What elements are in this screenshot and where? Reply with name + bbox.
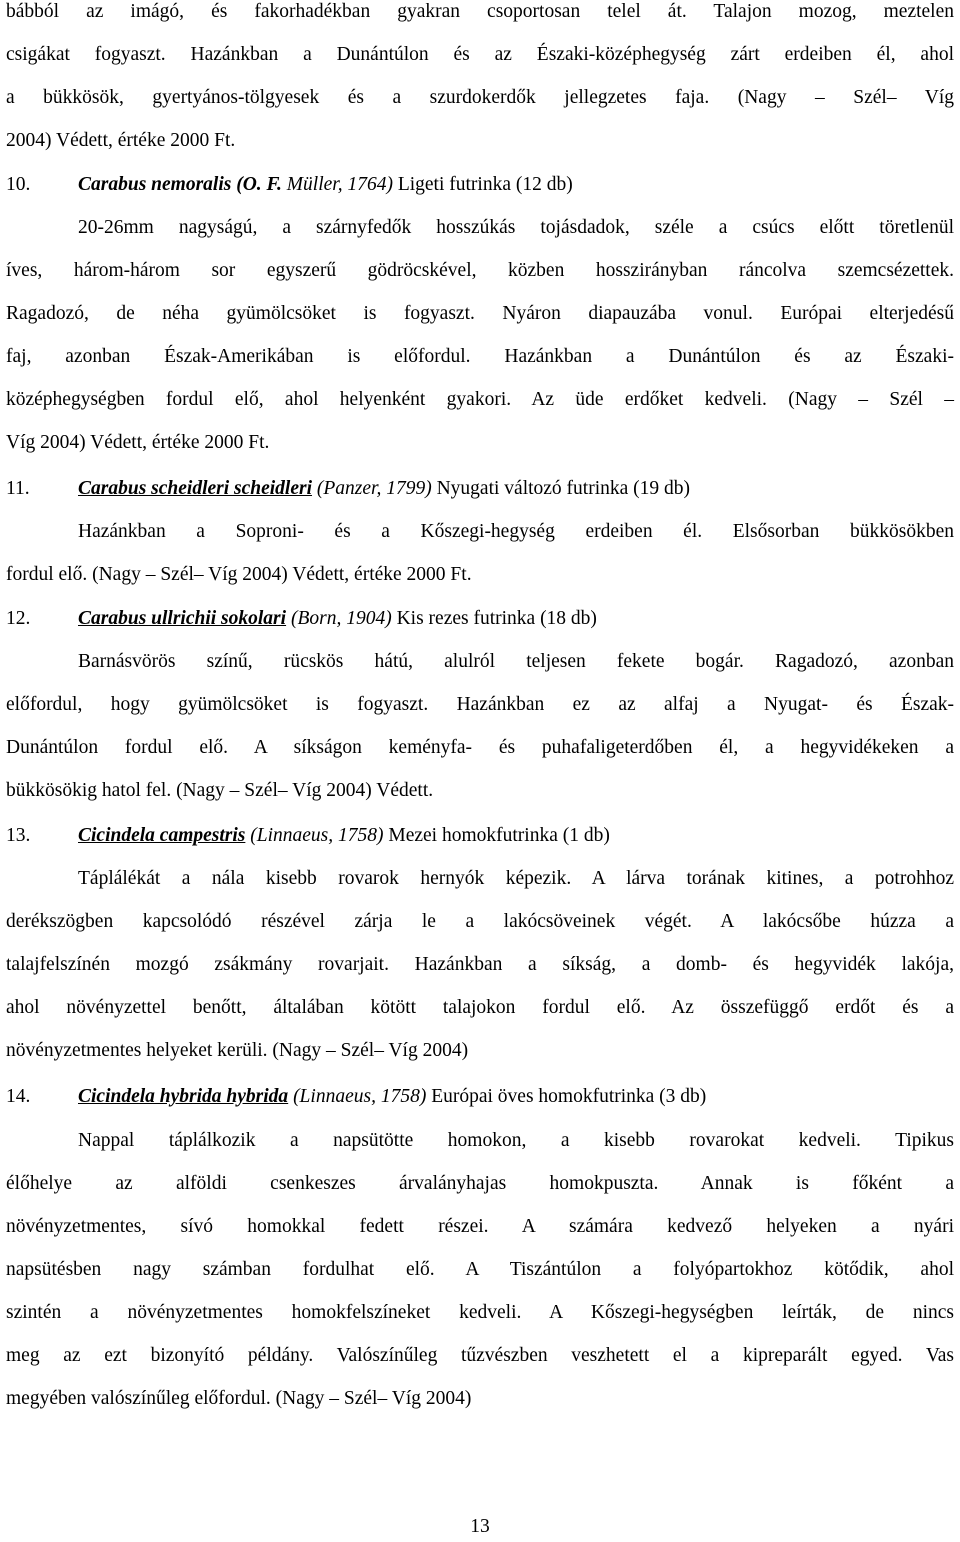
entry-number: 14. [6,1086,31,1107]
entry-text-line: Barnásvörös színű, rücskös hátú, alulról teljesen fekete bogár. Ragadozó, azonban [78,651,954,672]
intro-line: a bükkösök, gyertyános-tölgyesek és a szurdokerdők jellegzetes faja. (Nagy – Szél– Víg [6,87,954,108]
entry-authority: (Born, 1904) [290,608,392,629]
entry-text-line: növényzetmentes helyeket kerüli. (Nagy – Szél– Víg 2004) [6,1040,469,1061]
entry-text-line: előfordul, hogy gyümölcsöket is fogyaszt. Hazánkban ez az alfaj a Nyugat- és Észak- [6,694,954,715]
entry-heading [6,474,954,504]
entry-text-line: derékszögben kapcsolódó részével zárja le a lakócsöveinek végét. A lakócsőbe húzza a [6,911,954,932]
common-name: Nyugati változó futrinka (19 db) [436,478,691,499]
entry-text-line: bükkösökig hatol fel. (Nagy – Szél– Víg 2004) Védett. [6,780,434,801]
entry-text-line: megyében valószínűleg előfordul. (Nagy – Szél– Víg 2004) [6,1388,472,1409]
entry-text-line: növényzetmentes, sívó homokkal fedett részei. A számára kedvező helyeken a nyári [6,1216,954,1237]
scientific-name: Carabus ullrichii sokolari [78,608,287,629]
entry-heading [6,821,954,851]
entry-heading [6,1082,954,1112]
common-name: Mezei homokfutrinka (1 db) [388,825,610,846]
entry-heading [6,604,954,634]
entry-heading [6,170,954,200]
entry-text-line: talajfelszínén mozgó zsákmány rovarjait. Hazánkban a síkság, a domb- és hegyvidék lakója, [6,954,954,975]
entry-text-line: Hazánkban a Soproni- és a Kőszegi-hegység erdeiben él. Elsősorban bükkösökben [78,521,954,542]
entry-text-line: élőhelye az alföldi csenkeszes árvalányhajas homokpuszta. Annak is főként a [6,1173,954,1194]
entry-number: 10. [6,174,31,195]
scientific-name: Carabus nemoralis [78,174,232,195]
entry-text-line: Táplálékát a nála kisebb rovarok hernyók képezik. A lárva torának kitines, a potrohhoz [78,868,954,889]
entry-authority: (Linnaeus, 1758) [250,825,384,846]
entry-authority: (Linnaeus, 1758) [293,1086,427,1107]
intro-line: csigákat fogyaszt. Hazánkban a Dunántúlon és az Északi-középhegység zárt erdeiben él, ahol [6,44,954,65]
common-name: Kis rezes futrinka (18 db) [396,608,597,629]
common-name: Ligeti futrinka (12 db) [397,174,573,195]
entry-text-line: Ragadozó, de néha gyümölcsöket is fogyaszt. Nyáron diapauzába vonul. Európai elterjedésű [6,303,954,324]
entry-text-line: fordul elő. (Nagy – Szél– Víg 2004) Védett, értéke 2000 Ft. [6,564,472,585]
scientific-name: Carabus scheidleri scheidleri [78,478,313,499]
entry-number: 12. [6,608,31,629]
entry-authority: (Panzer, 1799) [316,478,432,499]
scientific-name: Cicindela campestris [78,825,246,846]
intro-line: bábból az imágó, és fakorhadékban gyakran csoportosan telel át. Talajon mozog, meztelen [6,1,954,22]
entry-number: 11. [6,478,30,499]
entry-text-line: íves, három-három sor egyszerű gödröcskével, közben hosszirányban ráncolva szemcsézettek. [6,260,954,281]
entry-text-line: meg az ezt bizonyító példány. Valószínűleg tűzvészben veszhetett el a kipreparált egyed. Vas [6,1345,954,1366]
common-name: Európai öves homokfutrinka (3 db) [431,1086,707,1107]
entry-text-line: faj, azonban Észak-Amerikában is előfordul. Hazánkban a Dunántúlon és az Északi- [6,346,954,367]
entry-text-line: napsütésben nagy számban fordulhat elő. A Tiszántúlon a folyópartokhoz kötődik, ahol [6,1259,954,1280]
entry-text-line: Víg 2004) Védett, értéke 2000 Ft. [6,432,270,453]
entry-text-line: ahol növényzettel benőtt, általában kötött talajokon fordul elő. Az összefüggő erdőt és a [6,997,954,1018]
entry-text-line: Dunántúlon fordul elő. A síkságon keményfa- és puhafaligeterdőben él, a hegyvidékeken a [6,737,954,758]
entry-text-line: középhegységben fordul elő, ahol helyenként gyakori. Az üde erdőket kedveli. (Nagy – Szél – [6,389,954,410]
entry-authority-bold: (O. F. [236,174,282,195]
page-number: 13 [470,1516,490,1537]
entry-text-line: Nappal táplálkozik a napsütötte homokon, a kisebb rovarokat kedveli. Tipikus [78,1130,954,1151]
intro-line: 2004) Védett, értéke 2000 Ft. [6,130,236,151]
entry-text-line: szintén a növényzetmentes homokfelszíneket kedveli. A Kőszegi-hegységben leírták, de nincs [6,1302,954,1323]
entry-number: 13. [6,825,31,846]
entry-authority: Müller, 1764) [286,174,393,195]
entry-text-line: 20-26mm nagyságú, a szárnyfedők hosszúkás tojásdadok, széle a csúcs előtt töretlenül [78,217,954,238]
scientific-name: Cicindela hybrida hybrida [78,1086,289,1107]
